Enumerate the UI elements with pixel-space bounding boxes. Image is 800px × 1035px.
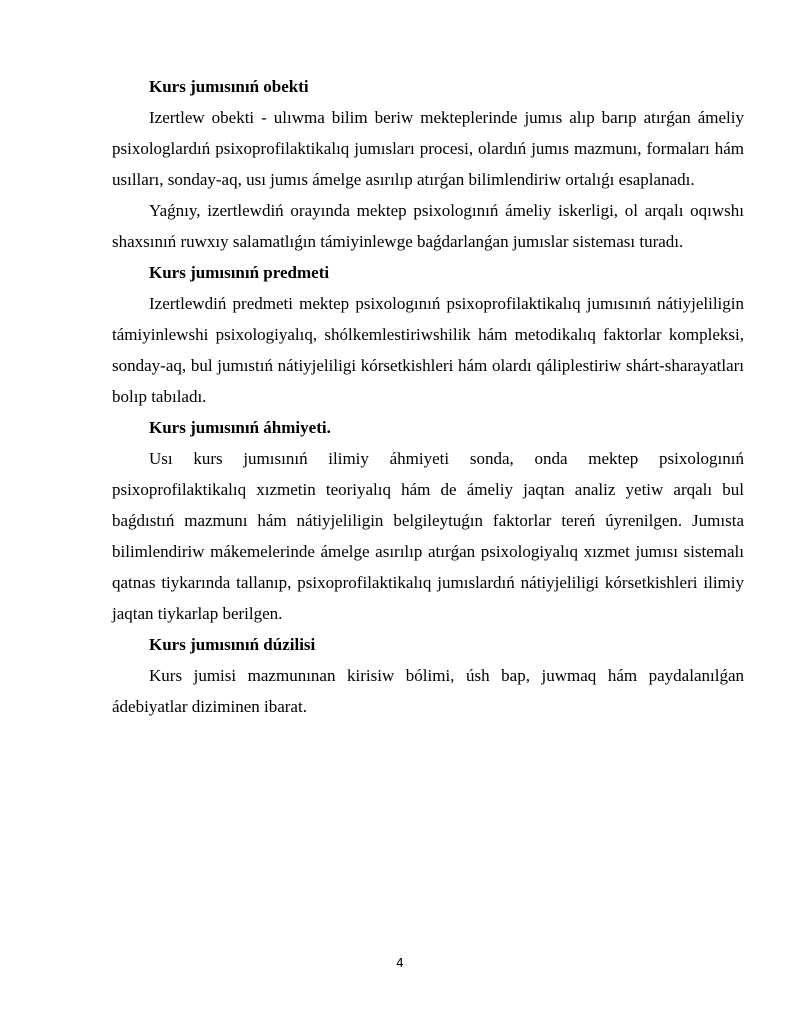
section-heading-subject: Kurs jumısınıń predmeti [149,263,330,282]
section-heading-structure: Kurs jumısınıń dúzilisi [149,635,316,654]
document-body [112,71,744,722]
section-heading-object: Kurs jumısınıń obekti [149,77,309,96]
page-number: 4 [396,956,404,970]
paragraph-subject-1: Izertlewdiń predmeti mektep psixologınıń psixoprofilaktikalıq jumısınıń nátiyjeliligin támiyinlewshi psixologiyalıq, shólkemlestiriwshilik hám metodikalıq faktorlar kompleksi, sonday-aq, bul jumıstıń nátiyjeliligi kórsetkishleri hám olardı qáliplestiriw shárt-sharayatları bolıp tabıladı. [112,294,744,406]
paragraph-object-1: Izertlew obekti - ulıwma bilim beriw mekteplerinde jumıs alıp barıp atırǵan ámeliy psixologlardıń psixoprofilaktikalıq jumısları procesi, olardıń jumıs mazmunı, formaları hám usılları, sonday-aq, usı jumıs ámelge asırılıp atırǵan bilimlendiriw ortalıǵı esaplanadı. [112,108,744,189]
section-heading-significance: Kurs jumısınıń áhmiyeti. [149,418,331,437]
paragraph-object-2: Yaǵnıy, izertlewdiń orayında mektep psixologınıń ámeliy iskerligi, ol arqalı oqıwshı shaxsınıń ruwxıy salamatlıǵın támiyinlewge baǵdarlanǵan jumıslar sisteması turadı. [112,201,744,251]
paragraph-structure-1: Kurs jumisi mazmunınan kirisiw bólimi, úsh bap, juwmaq hám paydalanılǵan ádebiyatlar diziminen ibarat. [112,666,744,716]
paragraph-significance-1: Usı kurs jumısınıń ilimiy áhmiyeti sonda, onda mektep psixologınıń psixoprofilaktikalıq xızmetin teoriyalıq hám de ámeliy jaqtan analiz yetiw arqalı bul baǵdıstıń mazmunı hám nátiyjeliligin belgileytuǵın faktorlar tereń úyrenilgen. Jumısta bilimlendiriw mákemelerinde ámelge asırılıp atırǵan psixologiyalıq xızmet jumısı sistemalı qatnas tiykarında tallanıp, psixoprofilaktikalıq jumıslardıń nátiyjeliligi kórsetkishleri ilimiy jaqtan tiykarlap berilgen. [112,449,744,623]
